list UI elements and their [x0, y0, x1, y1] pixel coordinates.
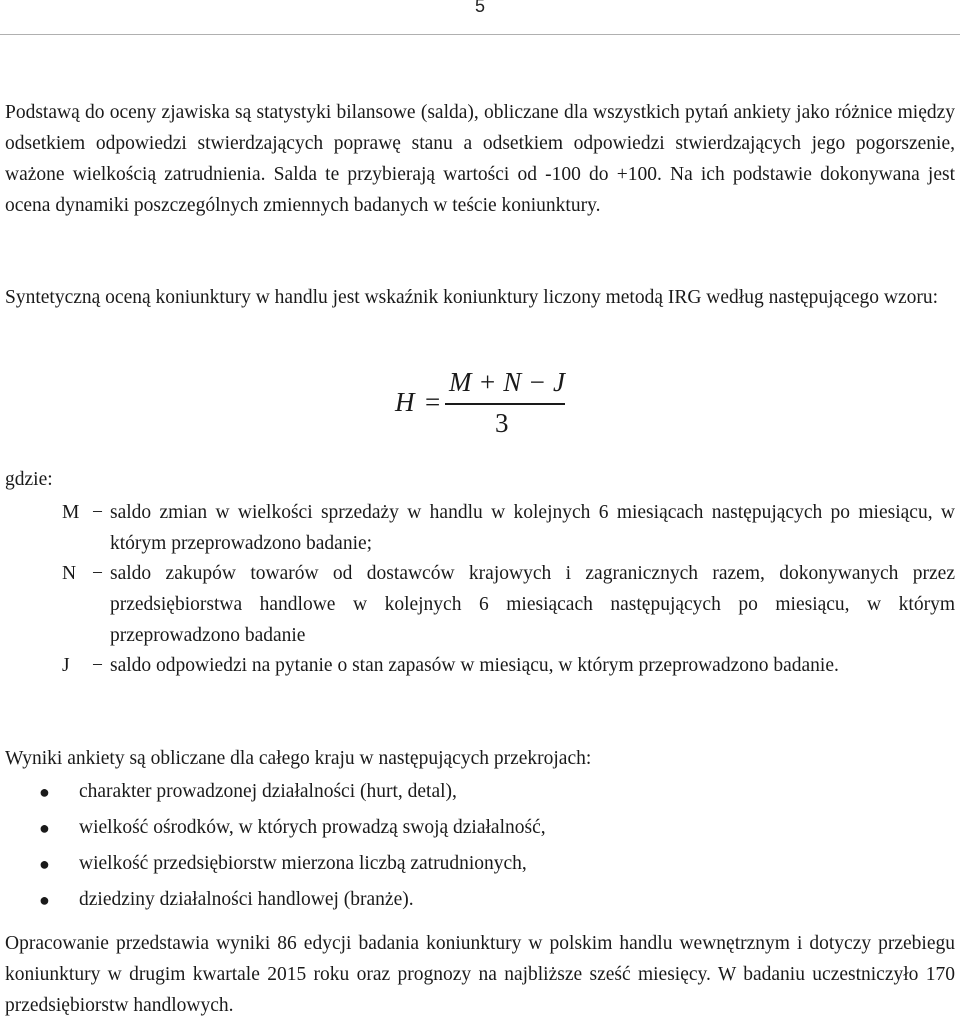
page-number: 5 [474, 0, 485, 16]
formula-numerator: M + N − J [449, 367, 565, 397]
list-item-text: wielkość przedsiębiorstw mierzona liczbą zatrudnionych, [79, 853, 527, 874]
list-item-text: dziedziny działalności handlowej (branże). [79, 889, 414, 910]
definition-symbol: M [62, 502, 80, 523]
definition-dash: − [92, 655, 103, 676]
list-intro [5, 743, 955, 774]
formula-lhs: H [395, 387, 415, 417]
definition-text: saldo zakupów towarów od dostawców krajowych i zagranicznych razem, dokonywanych przez przedsiębiorstwa handlowe w kolejnych 6 miesiącach następujących po miesiącu, w którym przeprowadzono badanie [110, 563, 955, 646]
paragraph-report-scope: Opracowanie przedstawia wyniki 86 edycji badania koniunktury w polskim handlu wewnętrznym i dotyczy przebiegu koniunktury w drugim kwartale 2015 roku oraz prognozy na najbliższe sześć miesięcy. W badaniu uczestniczyło 170 przedsiębiorstw handlowych. [5, 933, 955, 1016]
definition-j [62, 650, 955, 681]
list-intro-text: Wyniki ankiety są obliczane dla całego kraju w następujących przekrojach: [5, 748, 592, 769]
irg-formula [395, 368, 585, 438]
list-item [5, 810, 955, 846]
list-item-text: charakter prowadzonej działalności (hurt, detal), [79, 781, 457, 802]
formula-fraction-bar [445, 403, 565, 405]
definition-dash: − [92, 502, 103, 523]
header-divider [0, 34, 960, 35]
bullet-icon: ● [39, 818, 50, 838]
breakdown-list [5, 743, 955, 918]
definition-text: saldo zmian w wielkości sprzedaży w handlu w kolejnych 6 miesiącach następujących po miesiącu, w którym przeprowadzono badanie; [110, 502, 955, 554]
list-item [5, 846, 955, 882]
definition-symbol: J [62, 655, 70, 676]
where-label: gdzie: [5, 469, 53, 490]
list-item [5, 882, 955, 918]
paragraph-saldo-method: Podstawą do oceny zjawiska są statystyki bilansowe (salda), obliczane dla wszystkich pytań ankiety jako różnice między odsetkiem odpowiedzi stwierdzających poprawę stanu a odsetkiem odpowiedzi stwierdzających jego pogorszenie, ważone wielkością zatrudnienia. Salda te przybierają wartości od -100 do +100. Na ich podstawie dokonywana jest ocena dynamiki poszczególnych zmiennych badanych w teście koniunktury. [5, 102, 955, 216]
bullet-icon: ● [39, 782, 50, 802]
bullet-icon: ● [39, 854, 50, 874]
bullet-icon: ● [39, 890, 50, 910]
definition-text: saldo odpowiedzi na pytanie o stan zapasów w miesiącu, w którym przeprowadzono badanie. [110, 655, 839, 676]
paragraph-irg-indicator: Syntetyczną oceną koniunktury w handlu jest wskaźnik koniunktury liczony metodą IRG według następującego wzoru: [5, 287, 939, 308]
definition-n [62, 558, 955, 651]
list-item-text: wielkość ośrodków, w których prowadzą swoją działalność, [79, 817, 546, 838]
list-item [5, 774, 955, 810]
formula-denominator: 3 [495, 408, 509, 438]
formula-equals: = [425, 387, 441, 417]
definition-dash: − [92, 563, 103, 584]
definition-symbol: N [62, 563, 77, 584]
definition-m [62, 497, 955, 559]
